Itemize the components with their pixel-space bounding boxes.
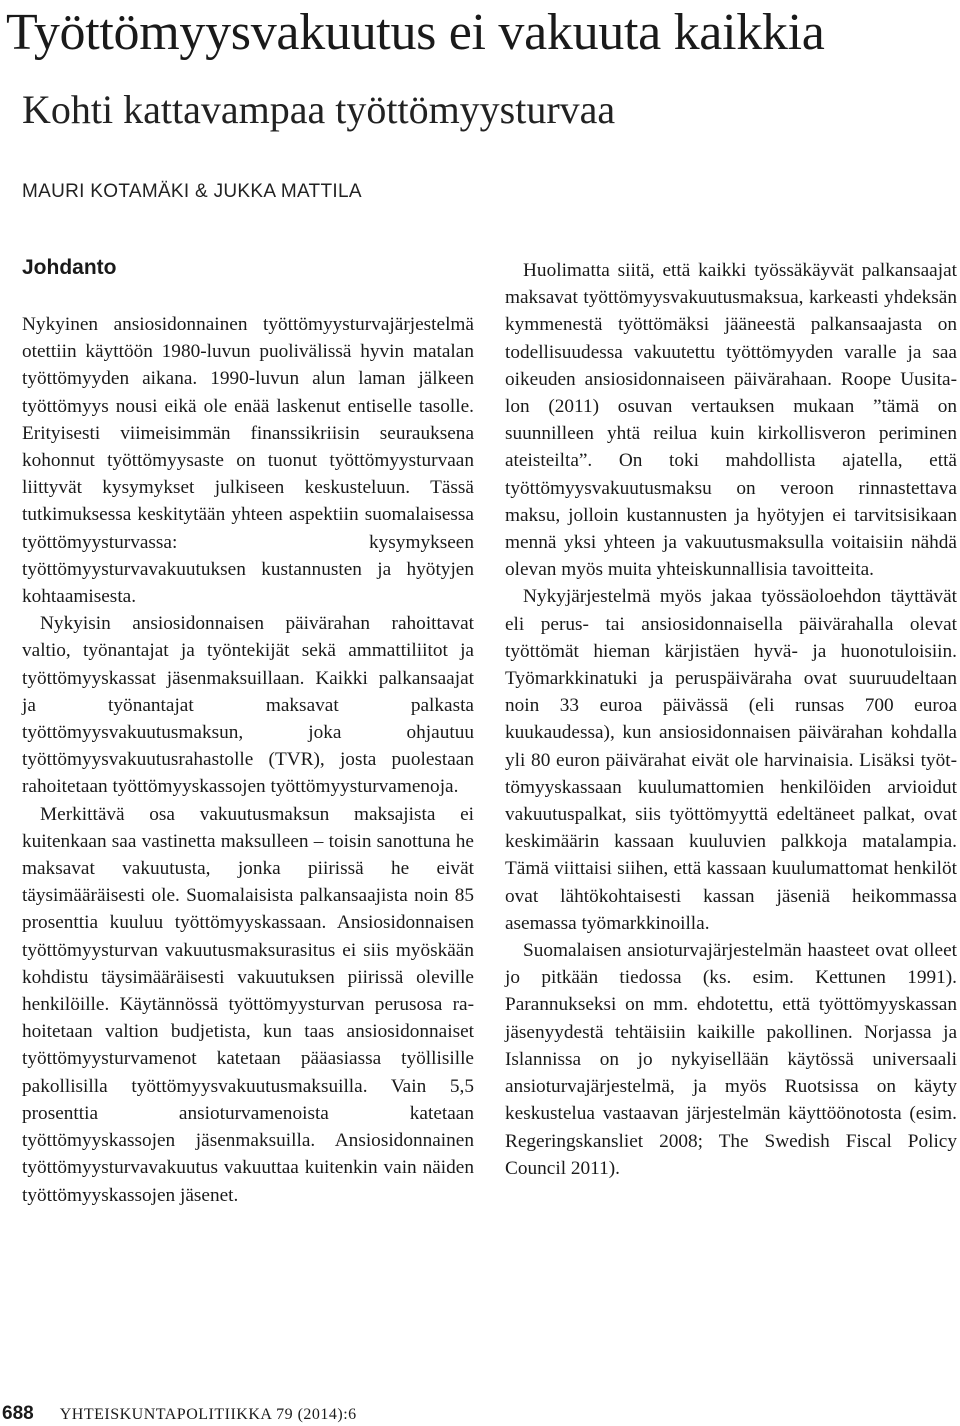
article-authors: MAURI KOTAMÄKI & JUKKA MATTILA <box>22 181 362 202</box>
paragraph: Nykyjärjestelmä myös jakaa työssäoloehdon täyttävät eli perus- tai ansiosidonnaisella päivärahalla olevat työttömät hieman kärjistäen hyvä- ja huonotuloisiin. Työmarkkinatuki ja peruspäiväraha ovat suuruudeltaan noin 33 euroa päivässä (eli runsas 700 euroa kuukaudessa), kun ansiosidonnaisen päivärahan kohdalla yli 80 euron päivärahat eivät ole harvinaisia. Lisäksi työttömyyskassaan kuulumattomien henkilöiden arvioidut vakuutuspalkat, siis työttömyyttä edeltäneet palkat, ovat keskimäärin kassaan kuuluvien palkkoja matalampia. Tämä viittaisi siihen, että kassaan kuulumattomat henkilöt ovat lähtökohtaisesti kassan jäseniä heikommassa asemassa työmarkkinoilla. <box>505 586 957 934</box>
article-subtitle: Kohti kattavampaa työttömyysturvaa <box>22 87 616 132</box>
article-title: Työttömyysvakuutus ei vakuuta kaikkia <box>6 4 825 61</box>
paragraph: Suomalaisen ansioturvajärjestelmän haasteet ovat olleet jo pitkään tiedossa (ks. esim. Kettunen 1991). Parannukseksi on mm. ehdotettu, että työttömyyskassan jäsenyydestä tehtäisiin kaikille pakollinen. Norjassa ja Islannissa on jo nykyisellään käytössä universaali ansioturvajärjestelmä, ja myös Ruotsissa on käyty keskustelua vastaavan järjestelmän käyttöönotosta (esim. Regeringskansliet 2008; The Swedish Fiscal Policy Council 2011). <box>505 940 957 1179</box>
paragraph: Merkittävä osa vakuutusmaksun maksajista ei kuitenkaan saa vastinetta maksulleen – toisin sanottuna he maksavat vakuutusta, jonka piirissä he eivät täysimääräisesti ole. Suomalaisista palkansaajista noin 85 prosenttia kuuluu työttömyyskassaan. Ansiosidonnaisen työttömyysturvan vakuutusmaksurasitus ei siis myöskään kohdistu täysimääräisesti vakuutuksen piirissä oleville henkilöille. Käytännössä työttömyysturvan perusosa rahoitetaan valtion budjetista, kun taas ansiosidonnaiset työttömyysturvamenot katetaan pääasiassa työllisille pakollisilla työttömyysvakuutusmaksuilla. Vain 5,5 prosenttia ansioturvamenoista katetaan työttömyyskassojen jäsenmaksuilla. Ansiosidonnainen työttömyysturvavakuutus vakuuttaa kuitenkin vain näiden työttömyyskassojen jäsenet. <box>22 803 474 1206</box>
paragraph: Huolimatta siitä, että kaikki työssäkäyvät palkansaajat maksavat työttömyysvakuutusmaksua, karkeasti yhdeksän kymmenestä työttömäksi jääneestä palkansaajasta on todellisuudessa vakuutettu työttömyyden varalle ja saa oikeuden ansiosidonnaiseen päivärahaan. Roope Uusitalon (2011) osuvan vertauksen mukaan ”tämä on suunnilleen yhtä reilua kuin kirkollisveron periminen ateisteilta”. On toki mahdollista ajatella, että työttömyysvakuutusmaksu on veroon rinnastettava maksu, jolloin kustannusten ja hyötyjen ei tarvitsisikaan mennä yksi yhteen ja vakuutusmaksulla voitaisiin nähdä olevan myös muita yhteiskunnallisia tavoitteita. <box>505 260 957 581</box>
left-column <box>22 311 474 1209</box>
section-heading: Johdanto <box>22 256 117 279</box>
page-footer <box>2 1403 357 1425</box>
page-number: 688 <box>2 1403 34 1424</box>
paragraph: Nykyisin ansiosidonnaisen päivärahan rahoittavat valtio, työnantajat ja työntekijät sekä ammattiliitot ja työttömyyskassat jäsenmaksuillaan. Kaikki palkansaajat ja työnantajat maksavat palkasta työttömyysvakuutusmaksun, joka ohjautuu työttömyysvakuutusrahastolle (TVR), josta puolestaan rahoitetaan työttömyyskassojen työttömyysturvamenoja. <box>22 613 474 798</box>
journal-name: YHTEISKUNTAPOLITIIKKA 79 (2014):6 <box>59 1406 357 1423</box>
paragraph: Nykyinen ansiosidonnainen työttömyysturvajärjestelmä otettiin käyttöön 1980-luvun puolivälissä hyvin matalan työttömyyden aikana. 1990-luvun alun laman jälkeen työttömyys nousi eikä ole enää laskenut entiselle tasolle. Erityisesti viimeisimmän finanssikriisin seurauksena kohonnut työttömyysaste on tuonut työttömyysturvaan liittyvät kysymykset julkiseen keskusteluun. Tässä tutkimuksessa keskitytään yhteen aspektiin suomalaisessa työttömyysturvassa: kysymykseen työttömyysturvavakuutuksen kustannusten ja hyötyjen kohtaamisesta. <box>22 314 474 608</box>
right-column <box>505 257 957 1182</box>
